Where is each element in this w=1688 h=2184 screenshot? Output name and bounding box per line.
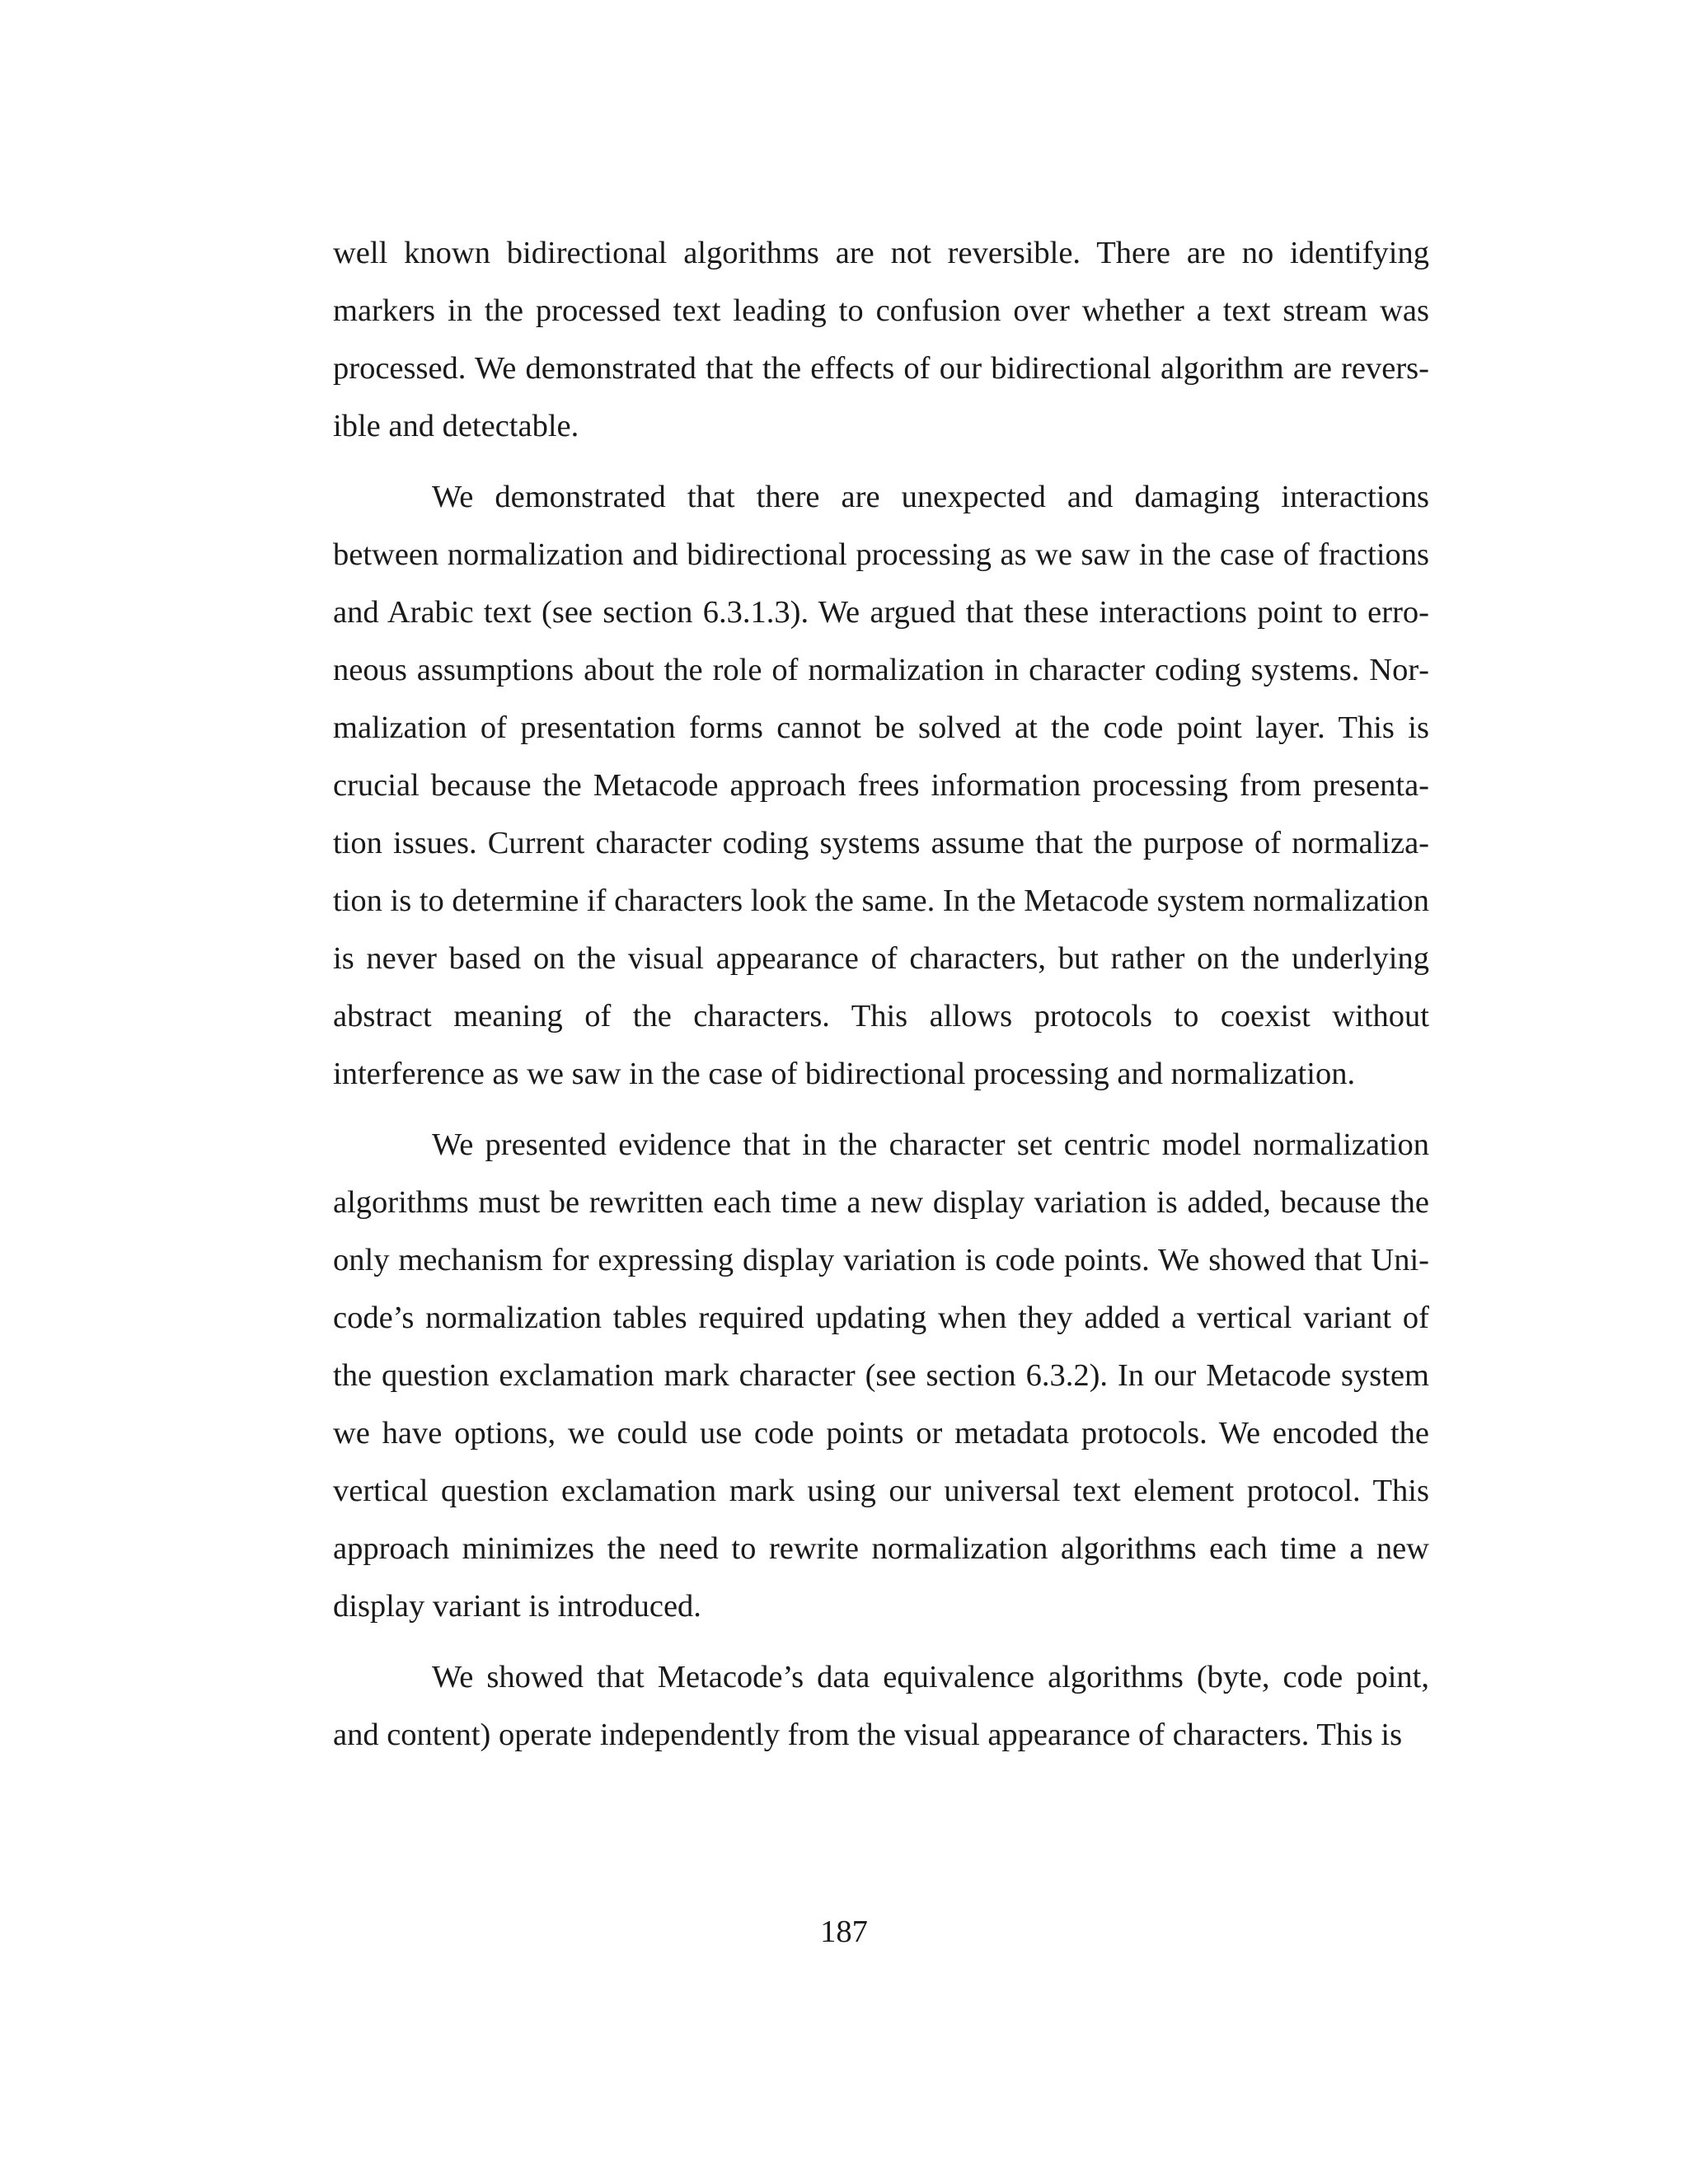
- paragraph-3: We presented evidence that in the character set centric model normalization algorithms must be rewritten each time a new display variation is added, because the only mechanism for expressing display variation is code points. We showed that Unicode’s normalization tables required updating when they added a vertical variant of the question exclamation mark character (see section 6.3.2). In our Metacode system we have options, we could use code points or metadata protocols. We encoded the vertical question exclamation mark using our universal text element protocol. This approach minimizes the need to rewrite normalization algorithms each time a new display variant is introduced.: [333, 1127, 1429, 1624]
- body-text: [333, 224, 1429, 1777]
- page-number: 187: [820, 1915, 868, 1949]
- paragraph-1: well known bidirectional algorithms are not reversible. There are no identifying markers in the processed text leading to confusion over whether a text stream was processed. We demonstrated that the effects of our bidirectional algorithm are reversible and detectable.: [333, 236, 1429, 443]
- paragraph-2: We demonstrated that there are unexpected and damaging interactions between normalization and bidirectional processing as we saw in the case of fractions and Arabic text (see section 6.3.1.3). We argued that these interactions point to erroneous assumptions about the role of normalization in character coding systems. Normalization of presentation forms cannot be solved at the code point layer. This is crucial because the Metacode approach frees information processing from presentation issues. Current character coding systems assume that the purpose of normalization is to determine if characters look the same. In the Metacode system normalization is never based on the visual appearance of characters, but rather on the underlying abstract meaning of the characters. This allows protocols to coexist without interference as we saw in the case of bidirectional processing and normalization.: [333, 480, 1429, 1091]
- paragraph-4: We showed that Metacode’s data equivalence algorithms (byte, code point, and content) operate independently from the visual appearance of characters. This is: [333, 1660, 1429, 1752]
